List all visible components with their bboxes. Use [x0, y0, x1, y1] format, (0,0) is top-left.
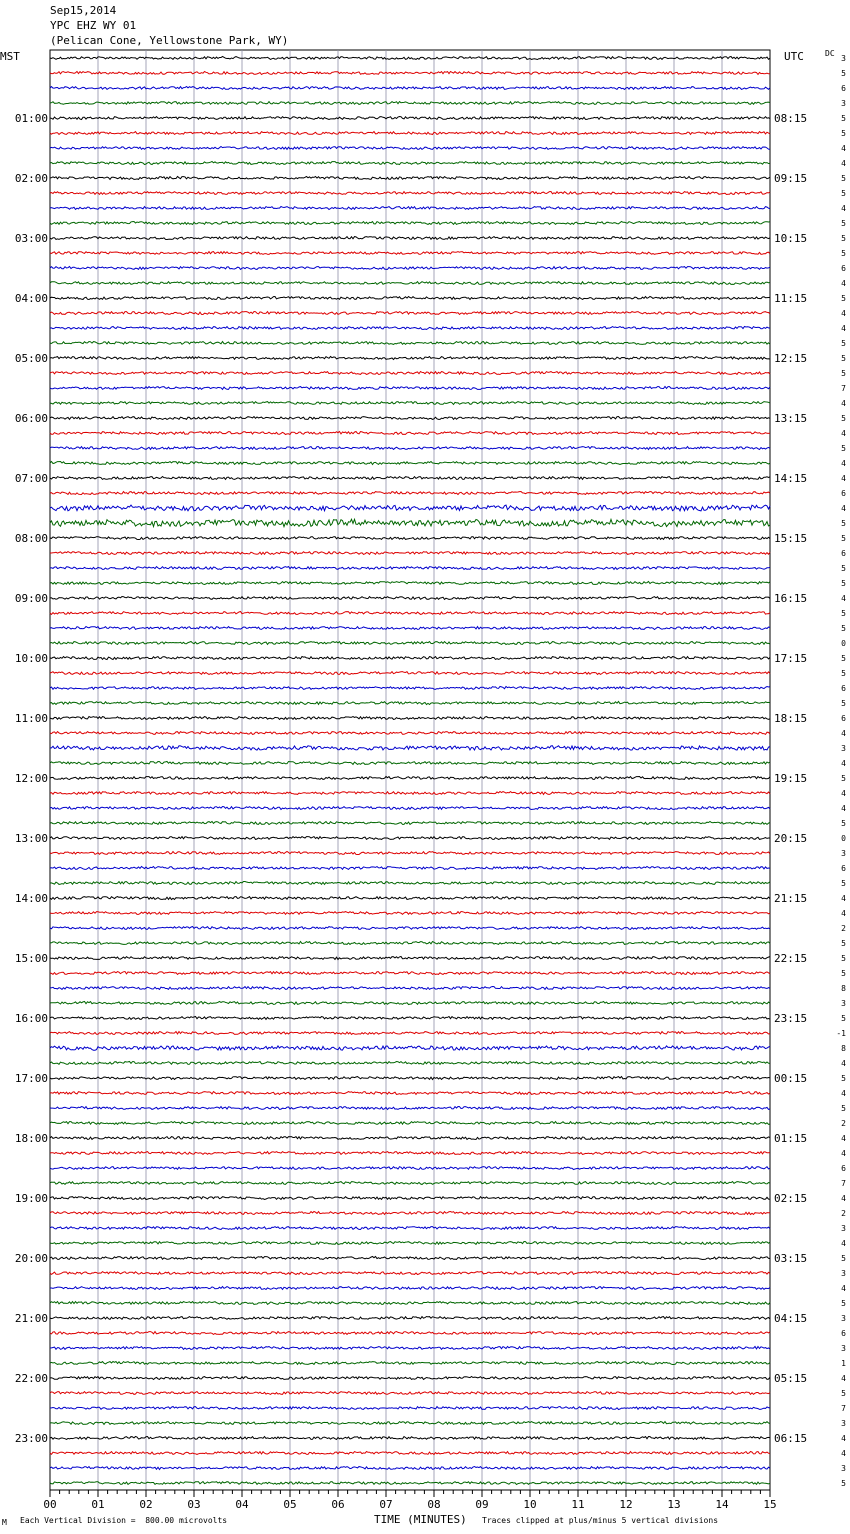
dc-offset-label: 0 [841, 834, 846, 843]
trace-82 [50, 1272, 770, 1275]
hour-label-left: 22:00 [14, 1372, 48, 1385]
trace-84 [50, 1302, 770, 1305]
dc-offset-label: 3 [841, 1314, 846, 1323]
hour-label-right: 11:15 [774, 292, 808, 305]
trace-63 [50, 987, 770, 990]
dc-offset-label: 6 [841, 864, 846, 873]
dc-offset-label: 5 [841, 354, 846, 363]
hour-label-left: 06:00 [14, 412, 48, 425]
hour-label-right: 13:15 [774, 412, 808, 425]
hour-label-left: 07:00 [14, 472, 48, 485]
trace-4 [50, 102, 770, 105]
dc-offset-label: 3 [841, 99, 846, 108]
trace-65 [50, 1017, 770, 1020]
dc-offset-label: 3 [841, 1464, 846, 1473]
dc-offset-label: 4 [841, 909, 846, 918]
station-code: YPC EHZ WY 01 [50, 19, 137, 32]
dc-offset-label: 4 [841, 1194, 846, 1203]
hour-label-right: 10:15 [774, 232, 808, 245]
trace-60 [50, 942, 770, 945]
dc-offset-label: 5 [841, 294, 846, 303]
dc-offset-label: 4 [841, 1374, 846, 1383]
hour-label-right: 14:15 [774, 472, 808, 485]
trace-28 [50, 462, 770, 465]
trace-10 [50, 192, 770, 195]
trace-44 [50, 702, 770, 705]
dc-offset-label: 5 [841, 369, 846, 378]
dc-offset-label: 3 [841, 1269, 846, 1278]
hour-label-right: 12:15 [774, 352, 808, 365]
hour-label-left: 10:00 [14, 652, 48, 665]
dc-offset-label: 5 [841, 414, 846, 423]
dc-offset-label: 5 [841, 114, 846, 123]
x-tick-label: 13 [667, 1498, 681, 1511]
dc-offset-label: 5 [841, 1104, 846, 1113]
station-location: (Pelican Cone, Yellowstone Park, WY) [50, 34, 289, 47]
dc-offset-label: 7 [841, 1404, 846, 1413]
trace-2 [50, 72, 770, 75]
dc-offset-label: 5 [841, 1074, 846, 1083]
dc-offset-label: 5 [841, 444, 846, 453]
hour-label-right: 06:15 [774, 1432, 808, 1445]
trace-78 [50, 1212, 770, 1215]
dc-offset-label: 5 [841, 234, 846, 243]
trace-40 [50, 642, 770, 645]
hour-label-left: 03:00 [14, 232, 48, 245]
dc-offset-label: -1 [836, 1029, 846, 1038]
trace-20 [50, 342, 770, 345]
dc-offset-label: 3 [841, 54, 846, 63]
trace-83 [50, 1287, 770, 1290]
dc-offset-label: 5 [841, 1254, 846, 1263]
trace-62 [50, 972, 770, 975]
dc-offset-label: 0 [841, 639, 846, 648]
dc-offset-label: 5 [841, 669, 846, 678]
trace-21 [50, 357, 770, 360]
trace-35 [50, 567, 770, 570]
dc-offset-label: 4 [841, 159, 846, 168]
trace-68 [50, 1062, 770, 1065]
trace-30 [50, 492, 770, 495]
trace-55 [50, 867, 770, 870]
dc-offset-label: 6 [841, 549, 846, 558]
dc-offset-label: 5 [841, 564, 846, 573]
trace-94 [50, 1452, 770, 1455]
left-timezone-label: MST [0, 50, 20, 63]
clip-note: Traces clipped at plus/minus 5 vertical divisions [482, 1516, 719, 1525]
dc-offset-label: 4 [841, 1149, 846, 1158]
dc-offset-label: 6 [841, 264, 846, 273]
trace-95 [50, 1467, 770, 1470]
trace-66 [50, 1032, 770, 1035]
hour-label-right: 20:15 [774, 832, 808, 845]
hour-label-left: 09:00 [14, 592, 48, 605]
trace-87 [50, 1347, 770, 1350]
dc-offset-label: 2 [841, 924, 846, 933]
x-tick-label: 12 [619, 1498, 633, 1511]
dc-offset-label: 5 [841, 174, 846, 183]
hour-label-right: 00:15 [774, 1072, 808, 1085]
hour-label-left: 15:00 [14, 952, 48, 965]
right-timezone-label: UTC [784, 50, 804, 63]
x-axis-title: TIME (MINUTES) [374, 1513, 467, 1526]
dc-offset-label: 5 [841, 219, 846, 228]
hour-label-right: 23:15 [774, 1012, 808, 1025]
dc-offset-label: 4 [841, 1089, 846, 1098]
trace-92 [50, 1422, 770, 1425]
hour-label-left: 12:00 [14, 772, 48, 785]
hour-label-left: 01:00 [14, 112, 48, 125]
dc-offset-label: 3 [841, 849, 846, 858]
trace-64 [50, 1002, 770, 1005]
dc-offset-label: 4 [841, 729, 846, 738]
dc-offset-label: 6 [841, 1329, 846, 1338]
dc-offset-label: 7 [841, 1179, 846, 1188]
trace-1 [50, 57, 770, 60]
dc-offset-label: 4 [841, 804, 846, 813]
hour-label-right: 16:15 [774, 592, 808, 605]
hour-label-left: 19:00 [14, 1192, 48, 1205]
dc-offset-label: 4 [841, 324, 846, 333]
hour-label-right: 01:15 [774, 1132, 808, 1145]
trace-71 [50, 1107, 770, 1110]
hour-label-right: 22:15 [774, 952, 808, 965]
dc-offset-label: 5 [841, 69, 846, 78]
hour-label-left: 04:00 [14, 292, 48, 305]
dc-offset-label: 7 [841, 384, 846, 393]
dc-offset-label: 6 [841, 684, 846, 693]
x-tick-label: 10 [523, 1498, 537, 1511]
dc-offset-label: 5 [841, 939, 846, 948]
dc-offset-label: 4 [841, 1059, 846, 1068]
hour-label-right: 04:15 [774, 1312, 808, 1325]
hour-label-left: 05:00 [14, 352, 48, 365]
dc-offset-label: 5 [841, 1299, 846, 1308]
trace-37 [50, 597, 770, 600]
trace-54 [50, 852, 770, 855]
dc-offset-label: 6 [841, 714, 846, 723]
trace-11 [50, 207, 770, 210]
trace-36 [50, 582, 770, 585]
trace-6 [50, 132, 770, 135]
dc-offset-label: 5 [841, 189, 846, 198]
trace-75 [50, 1167, 770, 1170]
x-tick-label: 09 [475, 1498, 489, 1511]
dc-offset-label: 6 [841, 1164, 846, 1173]
trace-45 [50, 717, 770, 720]
dc-offset-label: 5 [841, 774, 846, 783]
trace-86 [50, 1332, 770, 1335]
dc-offset-label: 8 [841, 1044, 846, 1053]
trace-33 [50, 537, 770, 540]
trace-57 [50, 897, 770, 900]
hour-label-right: 17:15 [774, 652, 808, 665]
dc-offset-label: 5 [841, 1014, 846, 1023]
hour-label-right: 02:15 [774, 1192, 808, 1205]
hour-label-left: 18:00 [14, 1132, 48, 1145]
x-tick-label: 01 [91, 1498, 105, 1511]
trace-96 [50, 1482, 770, 1485]
trace-61 [50, 957, 770, 960]
trace-12 [50, 222, 770, 225]
x-tick-label: 04 [235, 1498, 249, 1511]
trace-8 [50, 162, 770, 165]
trace-46 [50, 732, 770, 735]
x-tick-label: 06 [331, 1498, 345, 1511]
dc-offset-label: 4 [841, 309, 846, 318]
dc-offset-label: 4 [841, 399, 846, 408]
corner-mark: M [2, 1518, 7, 1527]
dc-offset-label: 5 [841, 1479, 846, 1488]
x-tick-label: 07 [379, 1498, 393, 1511]
trace-69 [50, 1077, 770, 1080]
trace-31 [50, 505, 770, 511]
hour-label-left: 13:00 [14, 832, 48, 845]
trace-74 [50, 1152, 770, 1155]
dc-offset-label: 5 [841, 654, 846, 663]
trace-41 [50, 657, 770, 660]
seismic-traces [50, 57, 770, 1485]
x-tick-label: 14 [715, 1498, 729, 1511]
dc-offset-label: 5 [841, 1389, 846, 1398]
dc-offset-label: 5 [841, 954, 846, 963]
trace-58 [50, 912, 770, 915]
hour-label-left: 16:00 [14, 1012, 48, 1025]
dc-offset-label: 4 [841, 759, 846, 768]
hour-label-left: 08:00 [14, 532, 48, 545]
trace-56 [50, 882, 770, 885]
trace-7 [50, 147, 770, 150]
trace-73 [50, 1137, 770, 1140]
dc-offset-label: 5 [841, 969, 846, 978]
trace-50 [50, 792, 770, 795]
hour-label-left: 23:00 [14, 1432, 48, 1445]
dc-offset-label: 5 [841, 879, 846, 888]
hour-label-right: 15:15 [774, 532, 808, 545]
dc-offset-label: 4 [841, 1284, 846, 1293]
dc-label: DC [825, 49, 835, 58]
dc-offset-label: 5 [841, 519, 846, 528]
x-tick-label: 05 [283, 1498, 297, 1511]
hour-label-right: 19:15 [774, 772, 808, 785]
dc-offset-label: 4 [841, 1434, 846, 1443]
trace-25 [50, 417, 770, 420]
dc-offset-label: 4 [841, 504, 846, 513]
dc-offset-label: 4 [841, 144, 846, 153]
dc-offset-label: 5 [841, 819, 846, 828]
dc-offset-label: 5 [841, 339, 846, 348]
dc-offset-label: 4 [841, 1449, 846, 1458]
trace-88 [50, 1362, 770, 1365]
x-tick-label: 03 [187, 1498, 201, 1511]
hour-label-left: 21:00 [14, 1312, 48, 1325]
x-tick-label: 02 [139, 1498, 153, 1511]
dc-offset-label: 5 [841, 129, 846, 138]
trace-51 [50, 807, 770, 810]
x-tick-label: 11 [571, 1498, 585, 1511]
trace-5 [50, 117, 770, 120]
dc-offset-label: 4 [841, 279, 846, 288]
dc-offset-label: 5 [841, 579, 846, 588]
x-tick-label: 00 [43, 1498, 57, 1511]
dc-offset-label: 5 [841, 699, 846, 708]
dc-offset-label: 4 [841, 789, 846, 798]
dc-offset-label: 2 [841, 1209, 846, 1218]
trace-70 [50, 1092, 770, 1095]
trace-52 [50, 822, 770, 825]
trace-53 [50, 837, 770, 840]
trace-9 [50, 177, 770, 180]
dc-offset-label: 3 [841, 999, 846, 1008]
trace-89 [50, 1377, 770, 1380]
trace-27 [50, 447, 770, 450]
trace-93 [50, 1437, 770, 1440]
scale-note: Each Vertical Division = 800.00 microvolts [20, 1516, 228, 1525]
hour-label-left: 14:00 [14, 892, 48, 905]
hour-label-left: 11:00 [14, 712, 48, 725]
trace-91 [50, 1407, 770, 1410]
hour-label-right: 09:15 [774, 172, 808, 185]
trace-34 [50, 552, 770, 555]
trace-23 [50, 387, 770, 390]
trace-59 [50, 927, 770, 930]
x-axis [43, 1490, 776, 1511]
trace-13 [50, 237, 770, 240]
hour-label-left: 02:00 [14, 172, 48, 185]
trace-85 [50, 1317, 770, 1320]
trace-72 [50, 1122, 770, 1125]
dc-offset-label: 5 [841, 609, 846, 618]
trace-29 [50, 477, 770, 480]
trace-79 [50, 1227, 770, 1230]
trace-43 [50, 687, 770, 690]
hour-label-left: 17:00 [14, 1072, 48, 1085]
trace-18 [50, 312, 770, 315]
trace-76 [50, 1182, 770, 1185]
trace-49 [50, 777, 770, 780]
hour-label-left: 20:00 [14, 1252, 48, 1265]
dc-offset-label: 4 [841, 894, 846, 903]
dc-offset-label: 4 [841, 204, 846, 213]
plot-date: Sep15,2014 [50, 4, 117, 17]
dc-offset-label: 4 [841, 1134, 846, 1143]
dc-offset-label: 6 [841, 489, 846, 498]
x-tick-label: 08 [427, 1498, 441, 1511]
trace-48 [50, 762, 770, 765]
trace-22 [50, 372, 770, 375]
dc-offset-label: 8 [841, 984, 846, 993]
hour-label-right: 05:15 [774, 1372, 808, 1385]
trace-67 [50, 1046, 770, 1050]
dc-offset-label: 3 [841, 1344, 846, 1353]
hour-label-right: 03:15 [774, 1252, 808, 1265]
trace-14 [50, 252, 770, 255]
dc-offset-label: 4 [841, 1239, 846, 1248]
trace-38 [50, 612, 770, 615]
dc-offset-label: 3 [841, 744, 846, 753]
dc-offset-label: 1 [841, 1359, 846, 1368]
trace-47 [50, 746, 770, 750]
x-tick-label: 15 [763, 1498, 777, 1511]
trace-80 [50, 1242, 770, 1245]
dc-offset-label: 5 [841, 534, 846, 543]
dc-offset-label: 4 [841, 459, 846, 468]
dc-offset-label: 3 [841, 1419, 846, 1428]
dc-offset-label: 3 [841, 1224, 846, 1233]
trace-17 [50, 297, 770, 300]
hour-label-right: 08:15 [774, 112, 808, 125]
dc-offset-label: 6 [841, 84, 846, 93]
dc-offset-label: 2 [841, 1119, 846, 1128]
trace-3 [50, 87, 770, 90]
hour-label-right: 21:15 [774, 892, 808, 905]
trace-90 [50, 1392, 770, 1395]
trace-39 [50, 627, 770, 630]
dc-offset-label: 4 [841, 474, 846, 483]
trace-24 [50, 402, 770, 405]
hour-label-right: 18:15 [774, 712, 808, 725]
trace-42 [50, 672, 770, 675]
dc-offset-label: 5 [841, 249, 846, 258]
trace-77 [50, 1197, 770, 1200]
trace-26 [50, 432, 770, 435]
dc-offset-label: 4 [841, 429, 846, 438]
trace-16 [50, 282, 770, 285]
trace-19 [50, 327, 770, 330]
dc-offset-label: 5 [841, 624, 846, 633]
trace-81 [50, 1257, 770, 1260]
trace-15 [50, 267, 770, 270]
dc-offset-label: 4 [841, 594, 846, 603]
trace-32 [50, 519, 770, 526]
